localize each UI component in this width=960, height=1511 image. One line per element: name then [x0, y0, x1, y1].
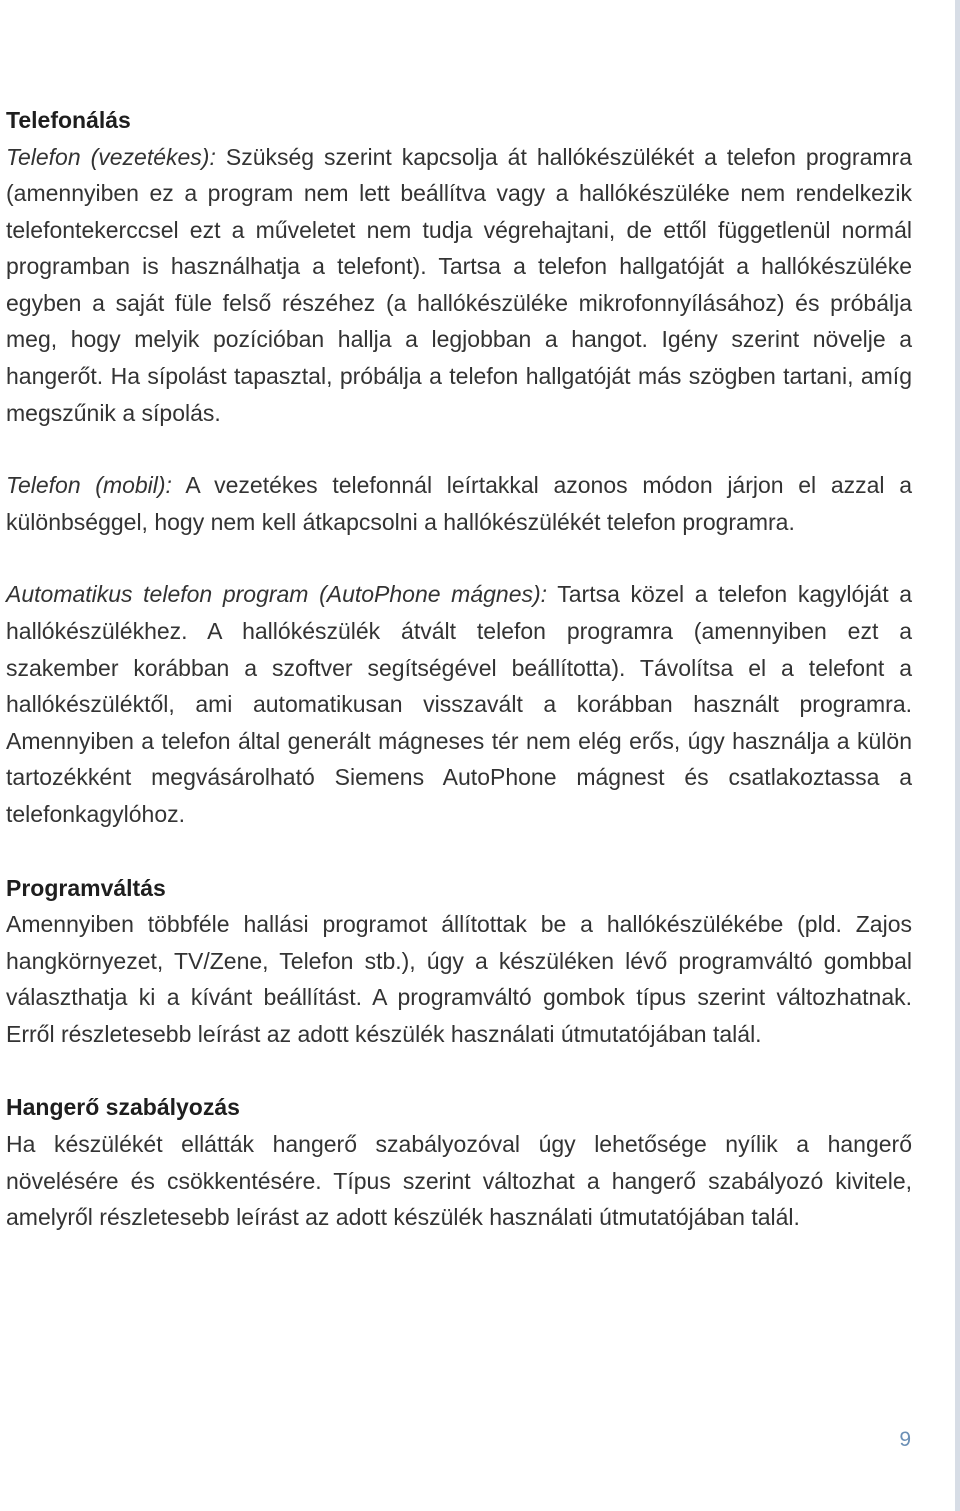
- spacer: [6, 1052, 912, 1089]
- lead-telefon-vezetekes: Telefon (vezetékes):: [6, 143, 216, 170]
- text-telefon-vezetekes: Szükség szerint kapcsolja át hallókészülékét a telefon programra (amennyiben ez a program nem lett beállítva vagy a hallókészüléke nem rendelkezik telefontekerccsel ezt a műveletet nem tudja végrehajtani, de ettől függetlenül normál programban is használhatja a telefont). Tartsa a telefon hallgatóját a hallókészüléke egyben a saját füle felső részéhez (a hallókészüléke mikrofonnyílásához) és próbálja meg, hogy melyik pozícióban hallja a legjobban a hangot. Igény szerint növelje a hangerőt. Ha sípolást tapasztal, próbálja a telefon hallgatóját más szögben tartani, amíg megszűnik a sípolás.: [6, 143, 912, 426]
- paragraph-telefon-mobil: [6, 467, 912, 540]
- section-title-hangero: Hangerő szabályozás: [6, 1094, 240, 1121]
- paragraph-telefon-vezetekes: [6, 139, 912, 432]
- page-content: [6, 102, 912, 1236]
- page-edge-line: [955, 0, 960, 1511]
- spacer: [6, 833, 912, 870]
- paragraph-autophone: [6, 576, 912, 832]
- lead-autophone: Automatikus telefon program (AutoPhone mágnes):: [6, 581, 548, 608]
- text-autophone: Tartsa közel a telefon kagylóját a hallókészülékhez. A hallókészülék átvált telefon programra (amennyiben ezt a szakember korábban a szoftver segítségével beállította). Távolítsa el a telefont a hallókészüléktől, ami automatikusan visszavált a korábban használt programra. Amennyiben a telefon által generált mágneses tér nem elég erős, úgy használja a külön tartozékként megvásárolható Siemens AutoPhone mágnest és csatlakoztassa a telefonkagylóhoz.: [6, 581, 913, 827]
- lead-telefon-mobil: Telefon (mobil):: [6, 472, 172, 499]
- paragraph-programvaltas: Amennyiben többféle hallási programot állítottak be a hallókészülékébe (pld. Zajos hangkörnyezet, TV/Zene, Telefon stb.), úgy a készüléken lévő programváltó gombbal választhatja ki a kívánt beállítást. A programváltó gombok típus szerint változhatnak. Erről részletesebb leírást az adott készülék használati útmutatójában talál.: [6, 911, 912, 1047]
- page-number: 9: [899, 1428, 911, 1451]
- text-telefon-mobil: A vezetékes telefonnál leírtakkal azonos módon járjon el azzal a különbséggel, hogy nem kell átkapcsolni a hallókészülékét telefon programra.: [6, 472, 912, 535]
- section-title-programvaltas: Programváltás: [6, 874, 166, 901]
- spacer: [6, 431, 912, 467]
- paragraph-hangero: Ha készülékét ellátták hangerő szabályozóval úgy lehetősége nyílik a hangerő növelésére és csökkentésére. Típus szerint változhat a hangerő szabályozó kivitele, amelyről részletesebb leírást az adott készülék használati útmutatójában talál.: [6, 1130, 912, 1231]
- spacer: [6, 540, 912, 576]
- section-title-telefonalas: Telefonálás: [6, 107, 131, 133]
